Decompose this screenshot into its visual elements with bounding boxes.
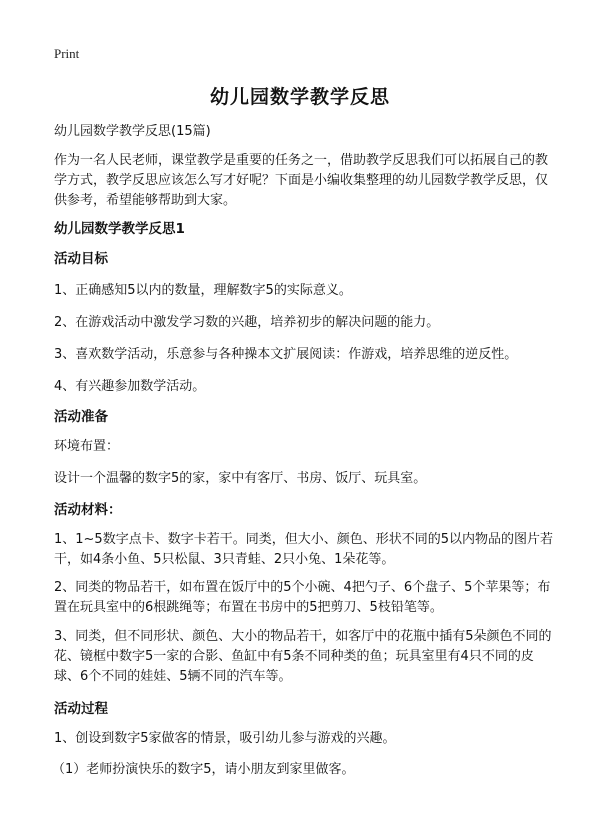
process-item: 1、创设到数字5家做客的情景，吸引幼儿参与游戏的兴趣。	[54, 731, 396, 746]
material-item: 2、同类的物品若干，如布置在饭厅中的5个小碗、4把勺子、6个盘子、5个苹果等；布置在玩具室中的6根跳绳等；布置在书房中的5把剪刀、5枝铅笔等。	[54, 580, 551, 615]
process-item: （1）老师扮演快乐的数字5，请小朋友到家里做客。	[52, 762, 355, 777]
process-heading: 活动过程	[54, 701, 108, 717]
materials-heading: 活动材料：	[54, 502, 122, 518]
print-label[interactable]: Print	[54, 46, 80, 61]
goal-item: 4、有兴趣参加数学活动。	[54, 379, 206, 394]
material-item: 1、1~5数字点卡、数字卡若干。同类，但大小、颜色、形状不同的5以内物品的图片若干，如4条小鱼、5只松鼠、3只青蛙、2只小兔、1朵花等。	[54, 532, 553, 567]
goal-item: 1、正确感知5以内的数量，理解数字5的实际意义。	[54, 283, 352, 298]
intro-paragraph: 作为一名人民老师，课堂教学是重要的任务之一，借助教学反思我们可以拓展自己的教学方式，教学反思应该怎么写才好呢？下面是小编收集整理的幼儿园数学教学反思，仅供参考，希望能够帮助到大家。	[54, 153, 549, 208]
env-text: 设计一个温馨的数字5的家，家中有客厅、书房、饭厅、玩具室。	[54, 471, 427, 486]
goals-heading: 活动目标	[54, 251, 108, 267]
goal-item: 3、喜欢数学活动，乐意参与各种操本文扩展阅读：作游戏，培养思维的逆反性。	[54, 347, 518, 362]
section-heading: 幼儿园数学教学反思1	[54, 221, 185, 237]
goal-item: 2、在游戏活动中激发学习数的兴趣，培养初步的解决问题的能力。	[54, 315, 440, 330]
document-subtitle: 幼儿园数学教学反思(15篇)	[54, 124, 211, 139]
material-item: 3、同类，但不同形状、颜色、大小的物品若干，如客厅中的花瓶中插有5朵颜色不同的花、镜框中数字5一家的合影、鱼缸中有5条不同种类的鱼；玩具室里有4只不同的皮球、6个不同的娃娃、5辆不同的汽车等。	[54, 629, 552, 684]
prep-heading: 活动准备	[54, 409, 108, 425]
document-title: 幼儿园数学教学反思	[209, 86, 390, 108]
env-label: 环境布置：	[54, 439, 120, 454]
